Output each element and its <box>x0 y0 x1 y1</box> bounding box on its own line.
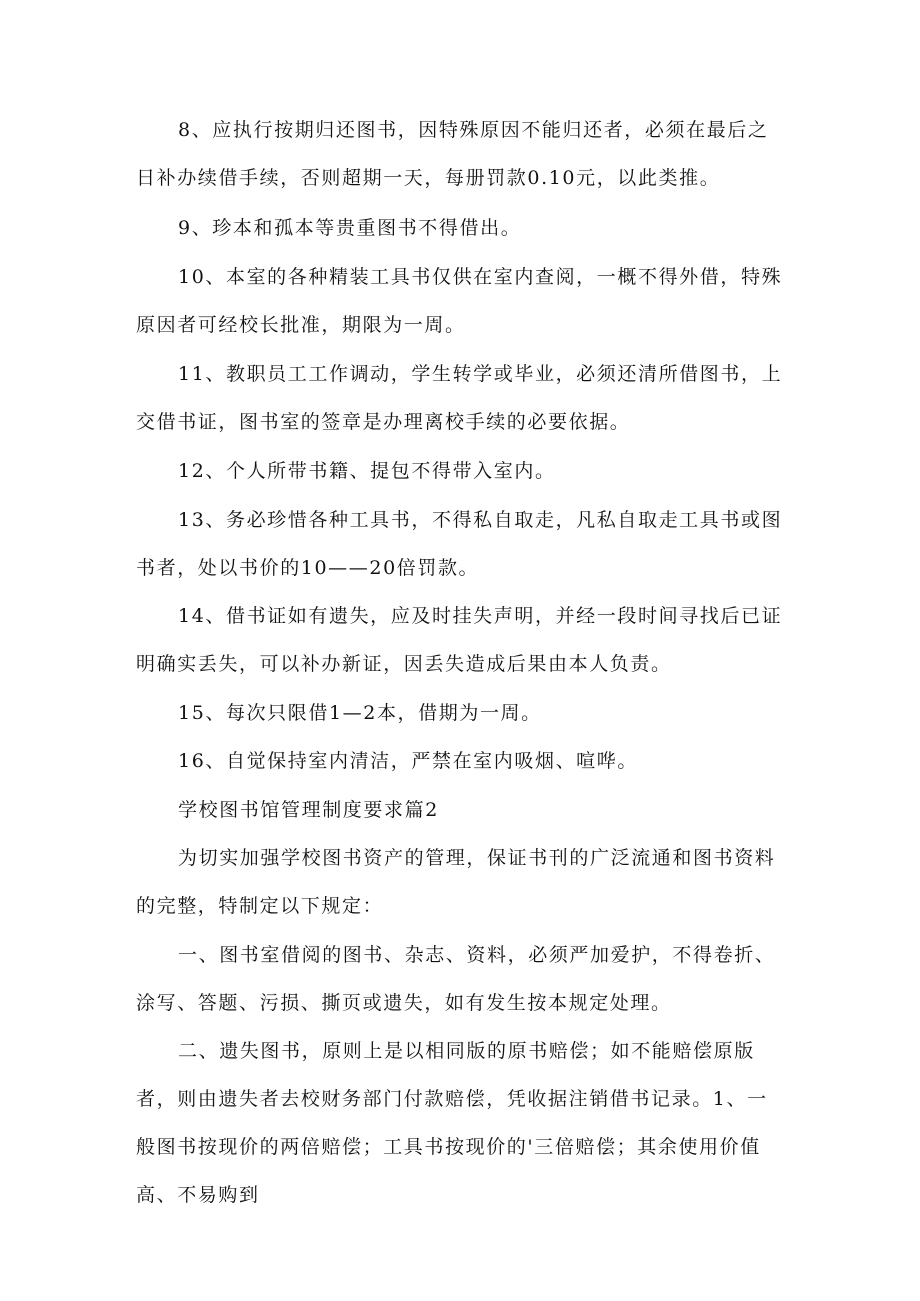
rule-12-paragraph: 12、个人所带书籍、提包不得带入室内。 <box>178 460 556 482</box>
rule-11-paragraph: 11、教职员工工作调动，学生转学或毕业，必须还清所借图书，上交借书证，图书室的签章是办理离校手续的必要依据。 <box>136 363 783 433</box>
intro-paragraph: 为切实加强学校图书资产的管理，保证书刊的广泛流通和图书资料的完整，特制定以下规定： <box>136 847 776 917</box>
rule-10-paragraph: 10、本室的各种精装工具书仅供在室内查阅，一概不得外借，特殊原因者可经校长批准，期限为一周。 <box>136 266 783 336</box>
rule-14-paragraph: 14、借书证如有遗失，应及时挂失声明，并经一段时间寻找后已证明确实丢失，可以补办新证，因丢失造成后果由本人负责。 <box>136 605 783 675</box>
rule-16-paragraph: 16、自觉保持室内清洁，严禁在室内吸烟、喧哗。 <box>178 750 638 772</box>
rule-8-paragraph: 8、应执行按期归还图书，因特殊原因不能归还者，必须在最后之日补办续借手续，否则超期一天，每册罚款0.10元，以此类推。 <box>136 119 769 189</box>
rule-9-paragraph: 9、珍本和孤本等贵重图书不得借出。 <box>178 217 522 239</box>
rule-13-paragraph: 13、务必珍惜各种工具书，不得私自取走，凡私自取走工具书或图书者，处以书价的10——20倍罚款。 <box>136 509 783 579</box>
rule-15-paragraph: 15、每次只限借1—2本，借期为一周。 <box>178 702 542 724</box>
article-1-paragraph: 一、图书室借阅的图书、杂志、资料，必须严加爱护，不得卷折、涂写、答题、污损、撕页或遗失，如有发生按本规定处理。 <box>136 944 776 1014</box>
article-2-paragraph: 二、遗失图书，原则上是以相同版的原书赔偿；如不能赔偿原版者，则由遗失者去校财务部门付款赔偿，凭收据注销借书记录。1、一般图书按现价的两倍赔偿；工具书按现价的'三倍赔偿；其余使用价值高、不易购到 <box>136 1040 768 1206</box>
section-title: 学校图书馆管理制度要求篇2 <box>178 799 439 821</box>
